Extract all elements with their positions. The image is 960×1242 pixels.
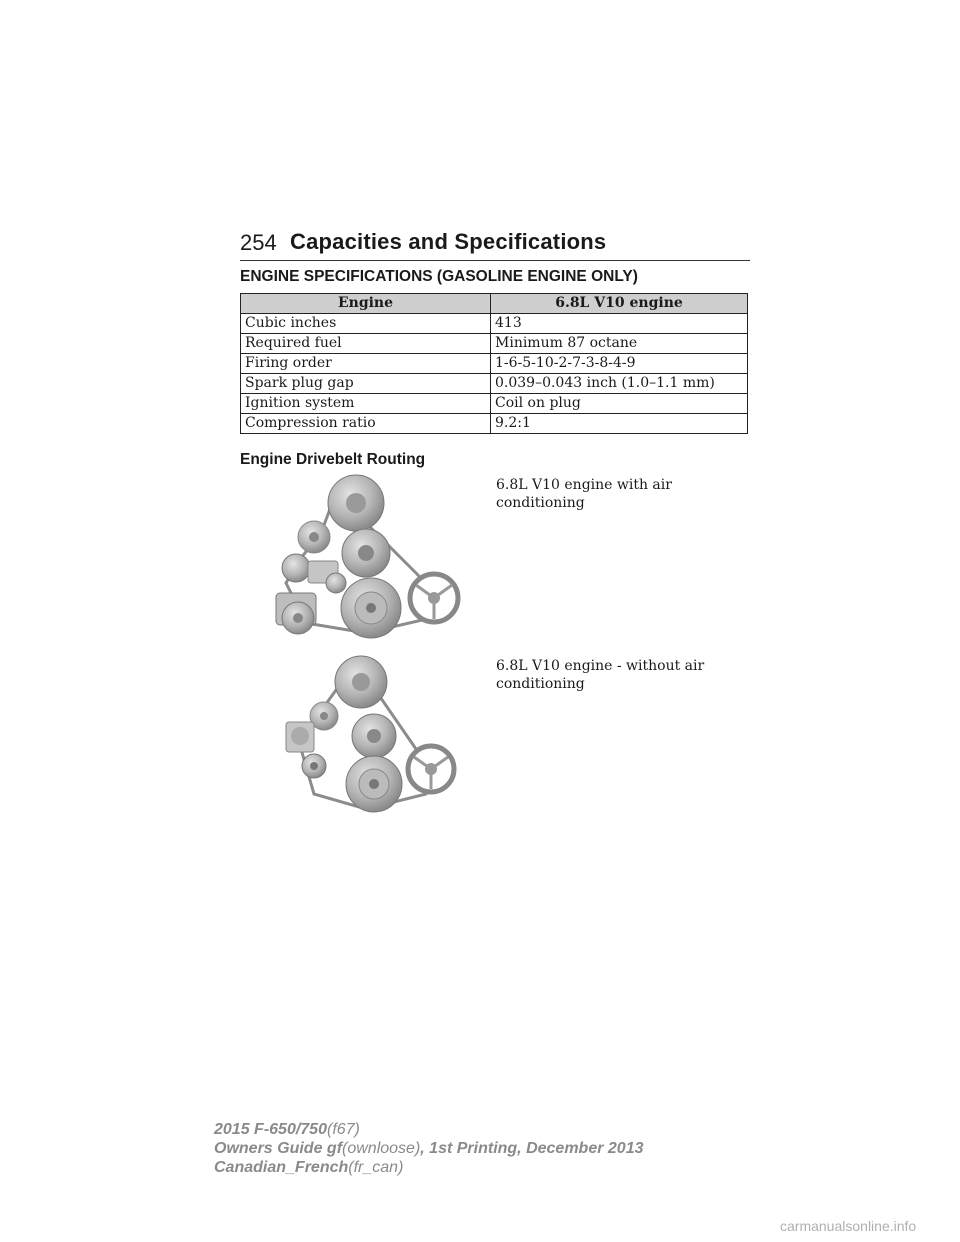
watermark: carmanualsonline.info [780,1218,917,1234]
footer-code: (f67) [326,1121,360,1138]
table-cell: 9.2:1 [491,414,748,434]
table-header-cell: 6.8L V10 engine [491,294,748,314]
drivebelt-diagram-with-ac-icon [266,473,462,639]
table-row [241,354,748,374]
table-header-cell: Engine [241,294,491,314]
table-row [241,334,748,354]
table-cell: 413 [491,314,748,334]
figure-caption: 6.8L V10 engine - without air conditioning [496,658,705,692]
page-footer [214,1120,643,1177]
footer-line [214,1120,643,1139]
table-cell: Minimum 87 octane [491,334,748,354]
table-cell: 1-6-5-10-2-7-3-8-4-9 [491,354,748,374]
chapter-title: Capacities and Specifications [290,229,607,254]
table-row [241,414,748,434]
table-cell: Ignition system [241,394,491,414]
footer-locale: (fr_can) [348,1159,404,1176]
page-number: 254 [240,230,277,255]
table-cell: Spark plug gap [241,374,491,394]
table-cell: Compression ratio [241,414,491,434]
table-row [241,314,748,334]
table-cell: Firing order [241,354,491,374]
section-title: ENGINE SPECIFICATIONS (GASOLINE ENGINE ONLY) [240,268,638,285]
footer-printing: , 1st Printing, December 2013 [420,1140,644,1157]
footer-line [214,1139,643,1158]
table-cell: Cubic inches [241,314,491,334]
footer-guide: Owners Guide gf [214,1140,343,1157]
table-row [241,374,748,394]
subsection-title: Engine Drivebelt Routing [240,451,426,468]
table-cell: Required fuel [241,334,491,354]
table-row [241,394,748,414]
footer-language: Canadian_French [214,1159,349,1176]
table-header-row [241,294,748,314]
table-cell: 0.039–0.043 inch (1.0–1.1 mm) [491,374,748,394]
table-cell: Coil on plug [491,394,748,414]
engine-spec-table [240,293,748,434]
footer-binding: (ownloose) [342,1140,421,1157]
footer-model: 2015 F-650/750 [214,1121,327,1138]
figure-caption: 6.8L V10 engine with air conditioning [496,477,672,511]
page-header [240,228,750,261]
drivebelt-diagram-without-ac-icon [266,654,462,816]
footer-line [214,1158,643,1177]
